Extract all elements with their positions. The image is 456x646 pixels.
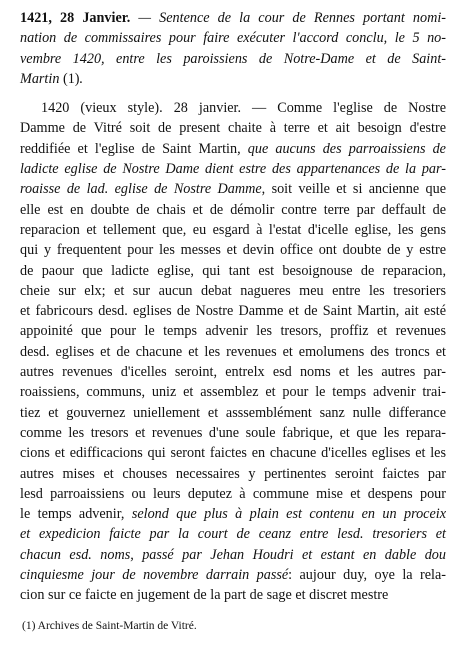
- body-line: [20, 301, 446, 321]
- body-line: [20, 423, 446, 443]
- document-page: [20, 8, 446, 606]
- body-line: [20, 585, 446, 605]
- body-line: [20, 159, 446, 179]
- heading-text-run: (1): [62, 70, 80, 87]
- body-line: [20, 179, 446, 199]
- body-line: [20, 504, 446, 524]
- heading-text-run: 1421, 28 Janvier.: [20, 10, 131, 26]
- body-line: [20, 321, 446, 341]
- heading-line: [20, 28, 446, 48]
- body-line: [20, 281, 446, 301]
- body-text-run: ladicte eglise de Nostre Dame dient estre des appartenances de la par-: [20, 161, 446, 178]
- heading-text-run: nation de commissaires pour faire exécuter l'accord conclu, le 5 no-: [20, 30, 446, 47]
- body-text-run: que aucuns des parroaissiens de: [247, 140, 446, 157]
- heading-line: [20, 8, 446, 28]
- body-text-run: desd. eglises et de chacune et les revenues et emolumens des troncs et: [20, 343, 446, 360]
- body-line: [20, 565, 446, 585]
- body-line: [20, 200, 446, 220]
- body-text-run: cinquiesme jour de novembre darrain passé: [20, 567, 289, 584]
- body-text-run: et fabricours desd. eglises de Nostre Damme et de Saint Martin, ait esté: [20, 303, 446, 320]
- document-body: [20, 98, 446, 605]
- body-text-run: cions et edifficacions qui seront faictes en chacune d'icelles eglises et les: [20, 445, 446, 462]
- body-text-run: appoinité que pour le temps advenir les tresors, proffiz et revenues: [20, 323, 446, 340]
- body-line: [20, 98, 446, 118]
- body-text-run: et expedicion faicte par la court de ceanz entre lesd. tresoriers et: [20, 526, 446, 543]
- body-text-run: Damme de Vitré soit de present chaite à terre et ait besoign d'estre: [20, 120, 446, 137]
- heading-text-run: vembre 1420, entre les paroissiens de Notre-Dame et de Saint-: [20, 50, 446, 67]
- body-text-run: de paour que ladicte eglise, qui tant est besoignouse de reparacion,: [20, 262, 446, 279]
- body-text-run: qui y frequentent pour les messes et devin office ont doubte de y estre: [20, 242, 446, 259]
- body-line: [20, 261, 446, 281]
- body-text-run: roaissiens, communs, uniz et assemblez et pour le temps advenir trai-: [20, 384, 446, 401]
- body-text-run: cion sur ce faicte en jugement de la part de sage et discret mestre: [20, 587, 389, 604]
- body-text-run: , soit veille et si ancienne que: [261, 181, 447, 198]
- body-text-run: autres revenues d'icelles seroint, entrelx esd noms et les autres par-: [20, 364, 446, 381]
- body-line: [20, 524, 446, 544]
- body-text-run: roaisse de lad. eglise de Nostre Damme: [20, 181, 262, 198]
- body-text-run: cheie sur elx; et sur aucun debat nagueres meu entre les tresoriers: [20, 282, 446, 299]
- body-text-run: autres mises et chouses necessaires y pertinentes seroint faictes par: [20, 465, 446, 482]
- body-text-run: elle est en doubte de chais et de démolir contre terre par deffault de: [20, 201, 446, 218]
- heading-line: [20, 49, 446, 69]
- heading-text-run: .: [79, 70, 84, 87]
- body-line: [20, 464, 446, 484]
- heading-line: [20, 69, 446, 89]
- body-line: [20, 220, 446, 240]
- body-text-run: reddifiée et l'eglise de Saint Martin,: [20, 140, 248, 157]
- body-text-run: reparacion et tellement que, eu esgard à l'estat d'icelle eglise, les gens: [20, 221, 446, 238]
- paragraph-gap: [20, 89, 446, 98]
- body-text-run: comme les tresors et revenues d'une soule fabrique, et que les repara-: [20, 424, 446, 441]
- footnote: (1) Archives de Saint-Martin de Vitré.: [22, 620, 197, 632]
- heading-text-run: — Sentence de la cour de Rennes portant nomi-: [130, 10, 447, 26]
- document-heading: [20, 8, 446, 89]
- body-line: [20, 362, 446, 382]
- heading-text-run: Martin: [20, 70, 63, 87]
- body-text-run: selond que plus à plain est contenu en un proceix: [131, 506, 446, 523]
- body-text-run: chacun esd. noms, passé par Jehan Houdri et estant en dable dou: [20, 546, 446, 563]
- body-line: [20, 382, 446, 402]
- body-line: [20, 240, 446, 260]
- body-line: [20, 443, 446, 463]
- body-line: [20, 139, 446, 159]
- body-line: [20, 342, 446, 362]
- body-text-run: : aujour duy, oye la rela-: [288, 567, 446, 584]
- body-line: [20, 545, 446, 565]
- body-line: [20, 484, 446, 504]
- body-line: [20, 403, 446, 423]
- body-text-run: lesd parroaissiens ou leurs deputez à commune mise et despens pour: [20, 485, 446, 502]
- body-text-run: 1420 (vieux style). 28 janvier. — Comme l'eglise de Nostre: [41, 100, 446, 117]
- body-text-run: le temps advenir,: [20, 506, 132, 523]
- body-line: [20, 118, 446, 138]
- body-text-run: tiez et gouvernez uniellement et asssemblément sanz nulle differance: [20, 404, 446, 421]
